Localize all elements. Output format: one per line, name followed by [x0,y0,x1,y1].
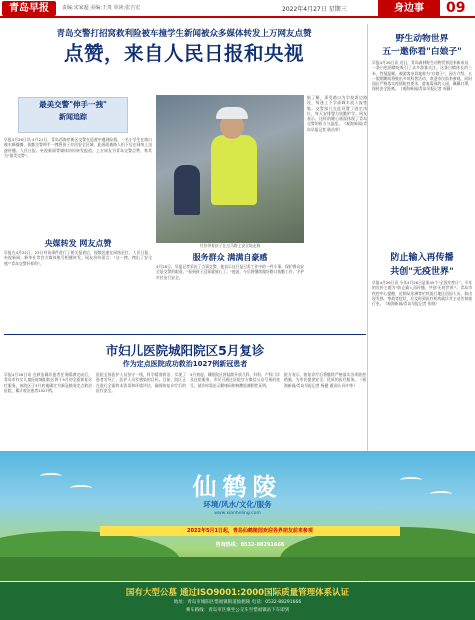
story2-body-2: 医院全体医护人员坚守一线，科学精准救治，实现了患者零死亡、医护人员零感染的目标。目前，院区正在进行全面终末消毒和环境评估，确保恢复诊疗后的医疗安全。 [96,372,186,393]
photo-caption: 付晋带着孩子在过马路上安全地走路 [199,243,261,248]
lead-subtitle: 青岛交警打招窝救利险被车撞学生新闻被众多媒体转发上万网友点赞 [56,29,312,39]
lead-kicker-line2: 新闻追踪 [59,113,87,121]
crane-icon [430,491,452,497]
child-figure [174,165,200,215]
cemetery-advertisement [0,451,475,581]
page-number: 09 [446,0,466,16]
ad-ground-band [0,557,475,581]
ad-notice-text: 2022年5月1日起，青岛仙鹤陵园欢迎各界朋友前来参观 [187,528,313,534]
lead-heading-2: 央媒转发 网友点赞 [44,239,112,248]
lead-body-2: 早报在4月22日、23日对该事件进行了相关报道后，视频迅速在网络走红，人民日报、央视新闻、新华社等官方媒体账号相继转发。网友纷纷留言："这一拽，拽出了安全感""青岛交警好样的"。 [4,250,152,266]
right-story1-title-line1: 野生动物世界 [395,34,449,44]
footer-address: 地址：青岛市城阳区惜福镇街道仙鹤陵 电话：0532-88291666 [173,600,302,605]
story2-subtitle: 作为定点医院成功救治1027例新冠患者 [122,360,248,368]
ad-brand-title: 仙鹤陵 [192,472,283,501]
police-cap [216,107,248,119]
traffic-police-photo [156,95,304,243]
issue-date: 2022年4月27日 星期三 [282,6,347,13]
editor-credits: 责编:宋家超 美编:王贵 审读:张吉宏 [62,5,141,11]
section-label: 身边事 [378,0,440,17]
footer-headline: 国有大型公墓 通过ISO9001:2000国际质量管理体系认证 [125,588,350,598]
ad-tagline: 环境/风水/文化/服务 [203,500,272,509]
lead-headline: 点赞，来自人民日报和央视 [63,42,304,65]
lead-body-4: 据了解，事发路口为学校周边路段，每逢上下学高峰车流人流密集。交警部门在此设置了固定岗位，每天安排警力执勤护学。网友表示，这样的暖心画面体现了青岛交警的担当与温度。（观海新闻/青岛早报记者 耿昌荣） [307,95,367,132]
police-vest-figure [211,135,257,205]
story2-body-1: 早报4月26日讯 在救治确诊患者任务圆满完成后，青岛市妇女儿童医院城阳院区将于5月初全面恢复诊疗服务。该院区于3月底被确定为新冠肺炎定点救治医院，累计收治患者1027例。 [4,372,92,393]
right-story2-body: 早报4月26日讯 今年4月26日是第45个"全国疟疾日"，今年的宣传主题为"防止输入再传播，共创'无疫世界'"。青岛市疾控中心提醒，近期从非洲等疟疾流行地区回国人员，如出现发热、寒战等症状，应及时到医疗机构就诊并主动告知旅行史。（观海新闻/青岛早报记者 张晓） [372,280,472,307]
lead-body-1: 早报4月26日讯 4月21日，青岛西海岸新区交警在巡逻中遇到险情，一名小学生在路口被车辆撞擦，执勤交警伸手一拽将孩子拉回安全区域，此画面被路人拍下后在网络上迅速传播。人民日报、央视新闻等媒体纷纷转发报道，上万网友为青岛交警点赞，称其为"最美交警"。 [4,137,152,158]
story2-headline: 市妇儿医院城阳院区5月复诊 [105,343,265,358]
right-story1-body: 早报4月26日讯 近日，青岛森林野生动物世界迎来新成员，一条白色的蟒蛇吸引了众多游客关注。这条白蟒体长约三米，性情温顺，被游客亲切地称为"白娘子"。园方介绍，五一假期期间将推出多项科普活动，欢迎市民前来参观。同时园区严格落实疫情防控要求，游客需预约入园，佩戴口罩，保持安全距离。（观海新闻/青岛早报记者 周静） [372,60,472,92]
lead-body-3: 4月26日，早报记者采访了当事交警。他表示这只是日常工作中的一件小事，保护群众安全是交警的职责。"看到孩子没事就放心了。"他说，今后将继续做好路口执勤工作，守护市民出行安全。 [156,264,304,280]
lead-heading-3: 服务群众 满满自豪感 [192,253,268,262]
story2-body-3: 5月初起，城阳院区将陆续开放儿科、妇科、产科门诊及住院服务，市民可通过医院官方微信公众号预约挂号，就诊时需出示健康码和核酸检测阴性证明。 [190,372,280,388]
ad-hotline: 咨询热线：0532-88291666 [215,542,285,548]
story2-body-4: 院方表示，恢复诊疗后将继续严格落实各项防控措施，为市民提供安全、优质的医疗服务。（观海新闻/青岛早报记者 杨健 通讯员 孙中华） [284,372,366,388]
right-story2-title-line2: 共创"无疫世界" [390,267,454,277]
crane-icon [70,485,92,491]
lead-kicker-line1: 最美交警"伸手一拽" [39,100,107,109]
right-story1-title-line2: 五一邀你看"白娘子" [382,47,462,57]
crane-icon [40,473,62,479]
right-story2-title-line1: 防止输入再传播 [390,253,454,263]
footer-route: 乘车路线：青岛市区乘坐公交车至惜福镇站下车即到 [185,608,290,613]
story-separator [4,334,366,335]
newspaper-logo: 青岛早报 [2,1,56,16]
ad-website: www.xianheling.com [214,511,261,516]
crane-icon [400,477,422,483]
